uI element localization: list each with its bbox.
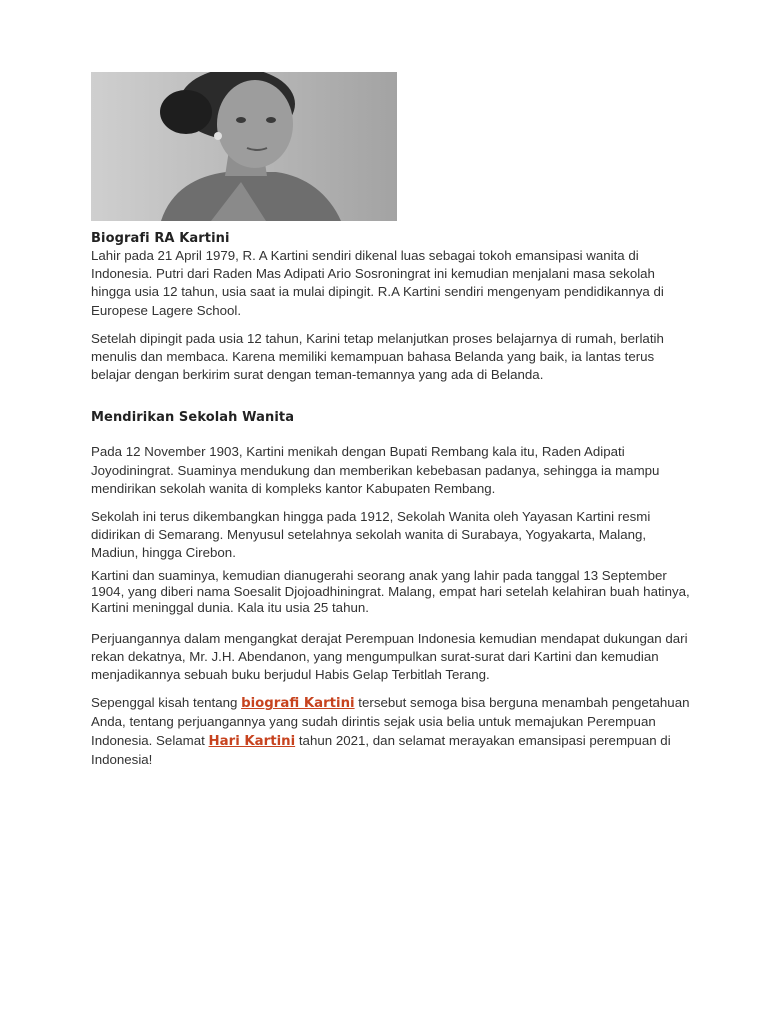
paragraph-5: Kartini dan suaminya, kemudian dianugerahi seorang anak yang lahir pada tanggal 13 September 1904, yang diberi nama Soesalit Djojoadhiningrat. Malang, empat hari setelah kelahiran buah hatinya, Kartini meninggal dunia. Kala itu usia 25 tahun. [91,567,690,615]
paragraph-1: Lahir pada 21 April 1979, R. A Kartini sendiri dikenal luas sebagai tokoh emansipasi wanita di Indonesia. Putri dari Raden Mas Adipati Ario Sosroningrat ini kemudian menjalani masa sekolah hingga usia 12 tahun, usia saat ia mulai dipingit. R.A Kartini sendiri mengenyam pendidikannya di Europese Lagere School. [91,248,664,318]
paragraph-6: Perjuangannya dalam mengangkat derajat Perempuan Indonesia kemudian mendapat dukungan dari rekan dekatnya, Mr. J.H. Abendanon, yang mengumpulkan surat-surat dari Kartini dan kemudian menjadikannya sebuah buku berjudul Habis Gelap Terbitlah Terang. [91,630,688,683]
section-heading-biografi: Biografi RA Kartini [91,231,230,246]
biografi-kartini-link[interactable]: biografi Kartini [241,696,355,712]
section-heading-sekolah: Mendirikan Sekolah Wanita [91,410,295,426]
paragraph-7-text-1: Sepenggal kisah tentang [91,695,242,711]
article [91,72,691,769]
portrait-photo-icon [91,72,397,221]
paragraph-7 [91,694,691,769]
hari-kartini-link[interactable]: Hari Kartini [208,733,296,749]
paragraph-4: Sekolah ini terus dikembangkan hingga pada 1912, Sekolah Wanita oleh Yayasan Kartini resmi didirikan di Semarang. Menyusul setelahnya sekolah wanita di Surabaya, Yogyakarta, Malang, Madiun, hingga Cirebon. [91,509,651,561]
portrait-image [91,72,397,221]
paragraph-3: Pada 12 November 1903, Kartini menikah dengan Bupati Rembang kala itu, Raden Adipati Joyodiningrat. Suaminya mendukung dan memberikan kebebasan padanya, sehingga ia mampu mendirikan sekolah wanita di kompleks kantor Kabupaten Rembang. [91,444,660,496]
paragraph-7-text-3: tahun 2021, dan selamat merayakan emansipasi perempuan di Indonesia! [91,732,671,767]
paragraph-2: Setelah dipingit pada usia 12 tahun, Karini tetap melanjutkan proses belajarnya di rumah, berlatih menulis dan membaca. Karena memiliki kemampuan bahasa Belanda yang baik, ia lantas terus belajar dengan berkirim surat dengan teman-temannya yang ada di Belanda. [91,330,664,383]
paragraph-7-text-2: tersebut semoga bisa berguna menambah pengetahuan Anda, tentang perjuangannya yang sudah dirintis sejak usia belia untuk memajukan Perempuan Indonesia. Selamat [91,695,690,748]
